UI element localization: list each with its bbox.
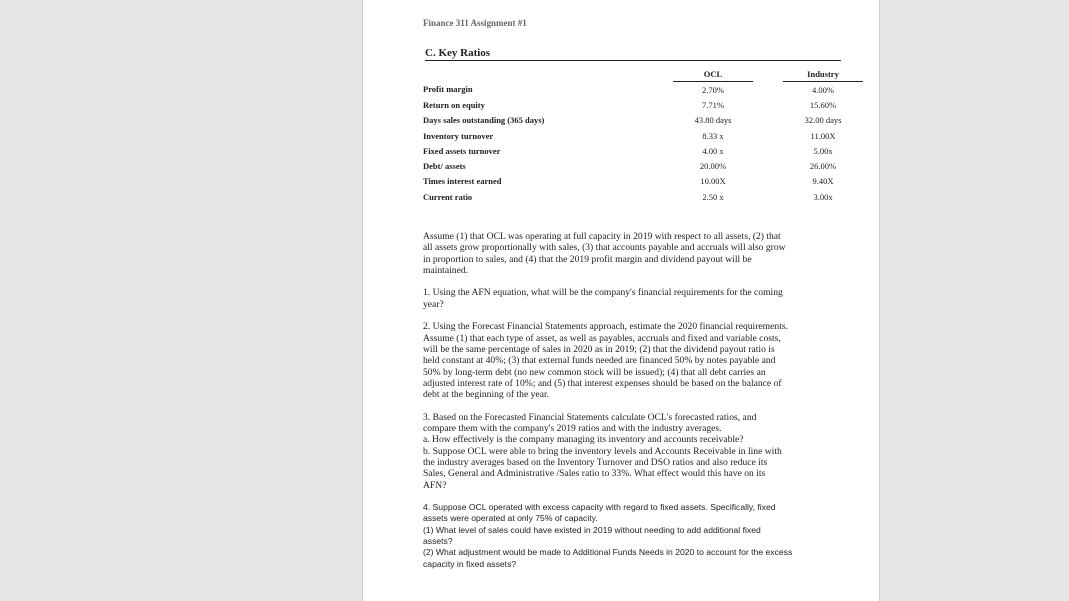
column-header-industry: Industry (783, 67, 863, 82)
ratio-ocl-value: 4.00 x (702, 145, 724, 156)
ratio-label: Return on equity (423, 99, 485, 110)
table-row (423, 189, 863, 204)
ratio-ocl-value: 10.00X (700, 176, 726, 187)
section-title: C. Key Ratios (425, 47, 841, 61)
assignment-text (423, 231, 821, 581)
assumptions-paragraph: Assume (1) that OCL was operating at full capacity in 2019 with respect to all assets, (2) that all assets grow proportionally with sales, (3) that accounts payable and accruals will also grow in proportion to sales, and (4) that the 2019 profit margin and dividend payout will be maintained. (423, 231, 786, 276)
ratio-industry-value: 9.40X (812, 176, 834, 187)
question-1-paragraph: 1. Using the AFN equation, what will be the company's financial requirements for the coming year? (423, 287, 783, 310)
ratio-label: Current ratio (423, 191, 473, 202)
table-row (423, 158, 863, 173)
ratio-label: Times interest earned (423, 176, 502, 187)
key-ratios-table (423, 67, 863, 204)
ratio-ocl-value: 2.50 x (702, 191, 724, 202)
table-row (423, 128, 863, 143)
ratio-label: Days sales outstanding (365 days) (423, 115, 545, 126)
question-3-paragraph: 3. Based on the Forecasted Financial Statements calculate OCL's forecasted ratios, and compare them with the company's 2019 ratios and with the industry averages. a. How effectively is the company managing its inventory and accounts receivable? b. Suppose OCL were able to bring the inventory levels and Accounts Receivable in line with the industry averages based on the Inventory Turnover and DSO ratios and also reduce its Sales, General and Administrative /Sales ratio to 33%. What effect would this have on its AFN? (423, 411, 782, 491)
ratio-ocl-value: 20.00% (699, 161, 727, 172)
table-row (423, 97, 863, 112)
table-row (423, 174, 863, 189)
table-row (423, 82, 863, 98)
ratio-ocl-value: 2.70% (702, 84, 724, 95)
ratio-industry-value: 4.00% (812, 84, 834, 95)
table-row (423, 113, 863, 128)
document-page (362, 0, 880, 601)
document-header: Finance 311 Assignment #1 (423, 18, 527, 28)
ratio-industry-value: 26.00% (809, 161, 837, 172)
question-2-paragraph: 2. Using the Forecast Financial Statements approach, estimate the 2020 financial requirements. Assume (1) that each type of asset, as well as payables, accruals and fixed and variable costs, will be the same percentage of sales in 2020 as in 2019; (2) that the dividend payout ratio is held constant at 40%; (3) that external funds needed are financed 50% by notes payable and 50% by long-term debt (no new common stock will be issued); (4) that all debt carries an adjusted interest rate of 10%; and (5) that interest expenses should be based on the balance of debt at the beginning of the year. (423, 321, 788, 401)
question-4-paragraph: 4. Suppose OCL operated with excess capacity with regard to fixed assets. Specifically, fixed assets were operated at only 75% of capacity. (1) What level of sales could have existed in 2019 without needing to add additional fixed assets? (2) What adjustment would be made to Additional Funds Needs in 2020 to account for the excess capacity in fixed assets? (423, 502, 793, 569)
ratio-label: Inventory turnover (423, 130, 494, 141)
ratio-ocl-value: 8.33 x (702, 130, 724, 141)
ratio-label: Debt/ assets (423, 161, 466, 172)
ratio-industry-value: 32.00 days (804, 115, 842, 126)
table-header-row (423, 67, 863, 82)
ratio-label: Profit margin (423, 84, 473, 95)
ratio-ocl-value: 7.71% (702, 99, 724, 110)
table-row (423, 143, 863, 158)
ratio-industry-value: 3.00x (813, 191, 833, 202)
ratio-industry-value: 15.60% (809, 99, 837, 110)
ratio-ocl-value: 43.80 days (694, 115, 732, 126)
ratio-label: Fixed assets turnover (423, 145, 501, 156)
ratio-industry-value: 5.00x (813, 145, 833, 156)
column-header-ocl: OCL (673, 67, 753, 82)
ratio-industry-value: 11.00X (810, 130, 836, 141)
